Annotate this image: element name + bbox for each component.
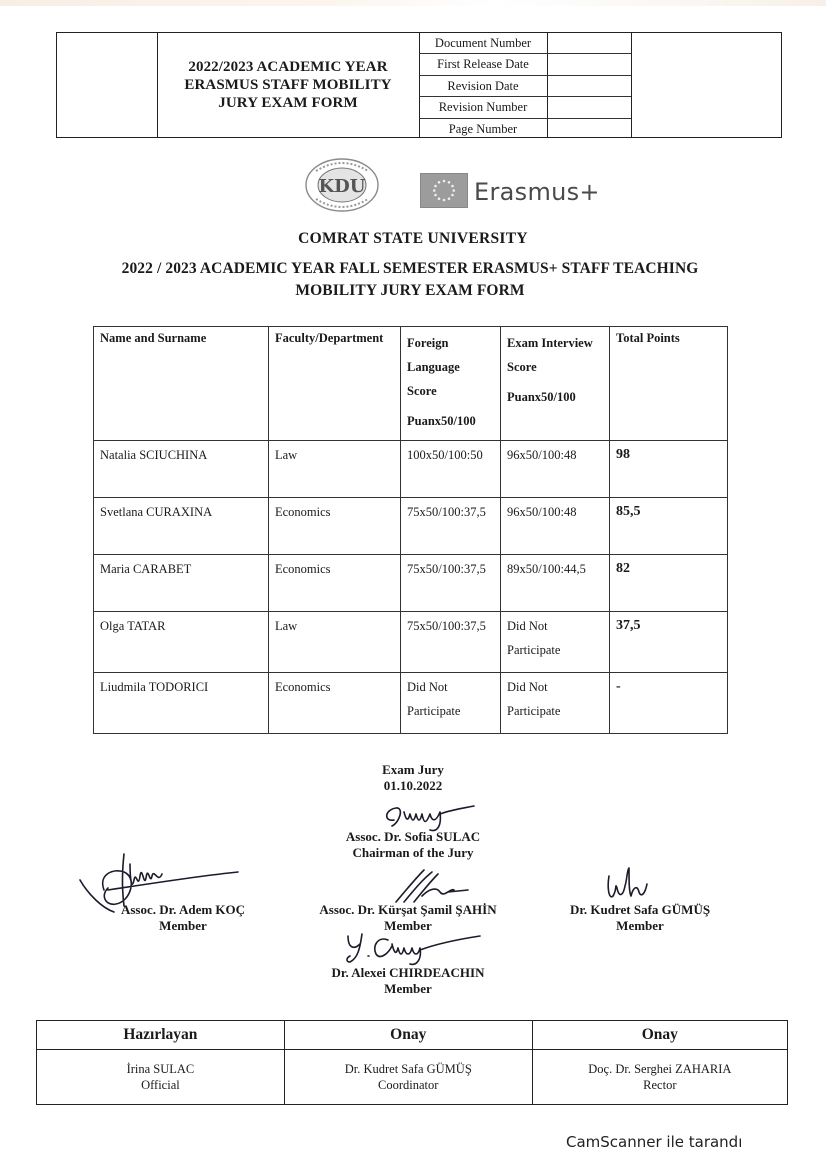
member-signature-kudret-gumus [603,866,653,906]
member-block [298,965,518,997]
meta-label-page-number: Page Number [448,121,518,136]
meta-label-revision-date: Revision Date [419,76,547,97]
jury-date: 01.10.2022 [383,778,443,793]
table-row [94,673,728,734]
approval-role: Coordinator [378,1078,439,1092]
header-text: Score [407,384,437,398]
cell-exam-interview: 96x50/100:48 [501,441,610,498]
scan-edge-tint [0,0,826,6]
member-role: Member [384,918,432,933]
table-header-row [94,327,728,441]
member-role: Member [159,918,207,933]
cell-name: Maria CARABET [94,555,269,612]
university-seal-logo [304,157,380,213]
approval-name: Dr. Kudret Safa GÜMÜŞ [344,1062,472,1076]
approval-header-row [37,1021,788,1050]
cell-total: - [610,673,728,734]
cell-exam-interview [501,673,610,734]
table-row [94,498,728,555]
cell-text: Participate [507,704,561,718]
member-name: Assoc. Dr. Adem KOÇ [120,902,246,917]
cell-total: 98 [610,441,728,498]
approval-entry [37,1050,285,1105]
approval-role: Rector [643,1078,677,1092]
header-meta-values [547,33,632,137]
approval-name: İrina SULAC [126,1062,195,1076]
meta-value-revision-date [547,76,631,97]
cell-total: 85,5 [610,498,728,555]
member-role: Member [616,918,664,933]
member-block [68,902,298,934]
column-header-total: Total Points [610,327,728,441]
header-logo-cell [57,33,158,137]
header-text: Exam Interview [507,336,593,350]
cell-name: Liudmila TODORICI [94,673,269,734]
table-row [94,612,728,673]
cell-total: 37,5 [610,612,728,673]
cell-foreign-language: 75x50/100:37,5 [401,555,501,612]
column-header-faculty: Faculty/Department [269,327,401,441]
approval-role: Official [141,1078,180,1092]
cell-name: Svetlana CURAXINA [94,498,269,555]
header-meta-labels [419,33,548,137]
member-name: Assoc. Dr. Kürşat Şamil ŞAHİN [319,902,497,917]
cell-faculty: Law [269,612,401,673]
header-text: Score [507,360,537,374]
approval-header-approval: Onay [532,1021,787,1050]
cell-foreign-language [401,673,501,734]
form-title [100,258,720,302]
table-row [94,441,728,498]
table-row [94,555,728,612]
meta-value-first-release-date [547,54,631,75]
header-text: Language [407,360,460,374]
camscanner-watermark: CamScanner ile tarandı [566,1133,743,1151]
header-title [157,33,420,137]
cell-text: Did Not [507,680,548,694]
eu-flag-icon [420,173,468,208]
header-text: Puanx50/100 [507,390,576,404]
cell-faculty: Economics [269,498,401,555]
column-header-name: Name and Surname [94,327,269,441]
header-text: Puanx50/100 [407,414,476,428]
document-header [56,32,782,138]
meta-label-document-number: Document Number [419,33,547,54]
member-signature-alexei-chirdeachin [344,930,484,966]
column-header-foreign-language [401,327,501,441]
member-role: Member [384,981,432,996]
cell-faculty: Economics [269,673,401,734]
chairman-name: Assoc. Dr. Sofia SULAC [345,829,481,844]
erasmus-plus-logo: Erasmus+ [474,178,600,206]
approval-table [36,1020,788,1105]
cell-exam-interview [501,612,610,673]
form-title-line: MOBILITY JURY EXAM FORM [295,282,525,299]
jury-heading [313,762,513,794]
meta-value-page-number [547,119,631,139]
cell-name: Natalia SCIUCHINA [94,441,269,498]
member-block [540,902,740,934]
chairman-signature [378,802,488,832]
scores-table [93,326,728,734]
cell-text: Did Not [407,680,448,694]
cell-foreign-language: 75x50/100:37,5 [401,498,501,555]
form-title-line: 2022 / 2023 ACADEMIC YEAR FALL SEMESTER ERASMUS+ STAFF TEACHING [121,260,699,277]
member-name: Dr. Kudret Safa GÜMÜŞ [569,902,711,917]
cell-text: Participate [407,704,461,718]
column-header-exam-interview [501,327,610,441]
meta-label-revision-number: Revision Number [419,97,547,118]
header-text: Foreign [407,336,449,350]
approval-name: Doç. Dr. Serghei ZAHARIA [588,1062,732,1076]
meta-value-revision-number [547,97,631,118]
approval-body-row [37,1050,788,1105]
cell-faculty: Economics [269,555,401,612]
svg-text:KDU: KDU [318,176,366,197]
cell-total: 82 [610,555,728,612]
header-title-line: 2022/2023 ACADEMIC YEAR [188,59,388,75]
cell-foreign-language: 100x50/100:50 [401,441,501,498]
cell-text: Did Not [507,619,548,633]
cell-exam-interview: 96x50/100:48 [501,498,610,555]
approval-header-prepared-by: Hazırlayan [37,1021,285,1050]
chairman-role: Chairman of the Jury [352,845,474,860]
cell-faculty: Law [269,441,401,498]
member-name: Dr. Alexei CHIRDEACHIN [331,965,485,980]
university-name: COMRAT STATE UNIVERSITY [298,230,528,247]
cell-foreign-language: 75x50/100:37,5 [401,612,501,673]
header-title-line: ERASMUS STAFF MOBILITY [184,77,392,93]
header-title-line: JURY EXAM FORM [218,95,358,111]
jury-title: Exam Jury [382,762,444,777]
approval-entry [284,1050,532,1105]
meta-label-first-release-date: First Release Date [419,54,547,75]
approval-header-approval: Onay [284,1021,532,1050]
chairman-block [313,829,513,861]
cell-text: Participate [507,643,561,657]
approval-entry [532,1050,787,1105]
cell-name: Olga TATAR [94,612,269,673]
meta-value-document-number [547,33,631,54]
header-right-cell [631,33,781,137]
cell-exam-interview: 89x50/100:44,5 [501,555,610,612]
